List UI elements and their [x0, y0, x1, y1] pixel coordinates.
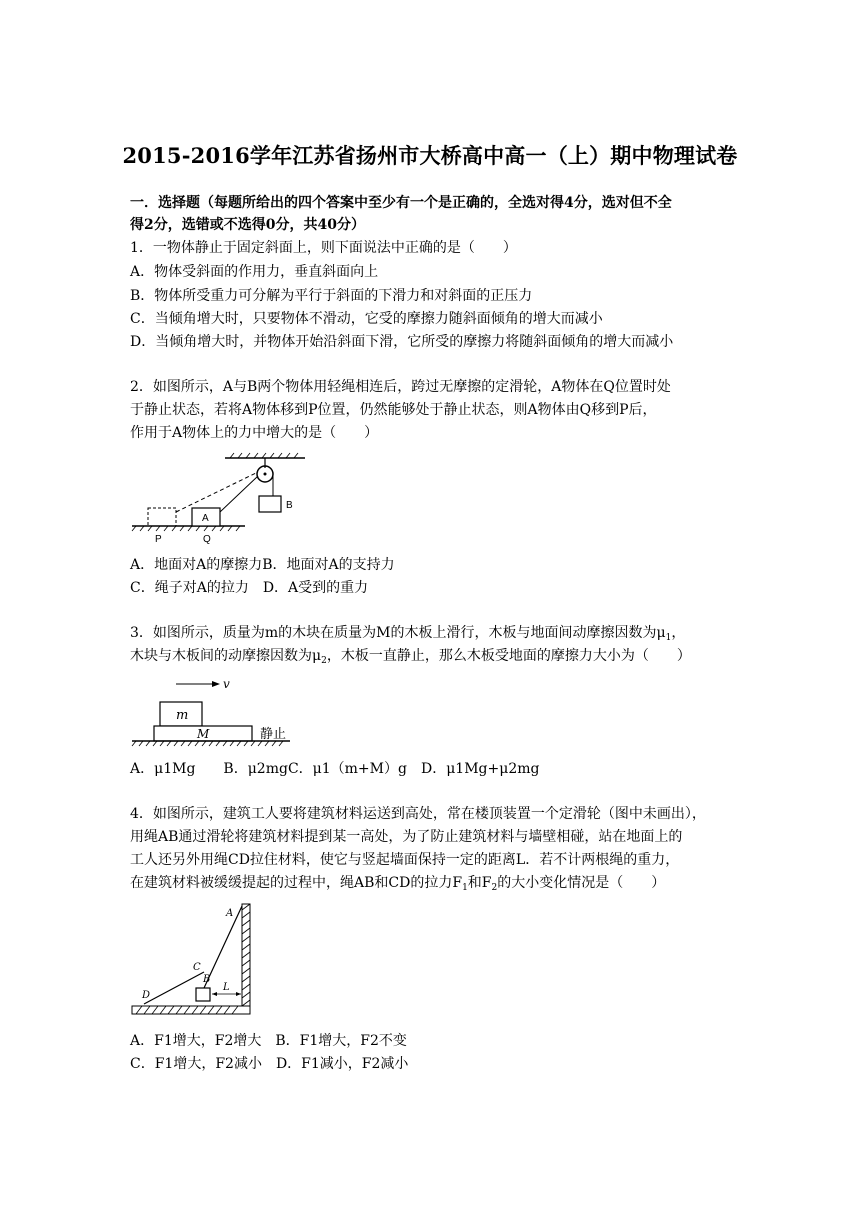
q4-stem-line4 — [130, 872, 730, 894]
q1-option-d: D．当倾角增大时，并物体开始沿斜面下滑，它所受的摩擦力将随斜面倾角的增大而减小 — [130, 334, 674, 350]
q4-stem-line1: 4．如图所示，建筑工人要将建筑材料运送到高处，常在楼顶装置一个定滑轮（图中未画出）， — [130, 806, 706, 822]
q4-stem-line3: 工人还另外用绳CD拉住材料，使它与竖起墙面保持一定的距离L．若不计两根绳的重力， — [130, 852, 680, 868]
label-c: C — [193, 962, 201, 973]
q2-options-ab: A．地面对A的摩擦力B．地面对A的支持力 — [130, 557, 395, 573]
q1-option-c: C．当倾角增大时，只要物体不滑动，它受的摩擦力随斜面倾角的增大而减小 — [130, 311, 603, 327]
q3-block-figure — [130, 675, 300, 750]
q1-stem: 1．一物体静止于固定斜面上，则下面说法中正确的是（ ） — [130, 240, 517, 256]
q4-options-ab: A．F1增大，F2增大 B．F1增大，F2不变 — [130, 1033, 407, 1049]
q2-stem-line2: 于静止状态，若将A物体移到P位置，仍然能够处于静止状态，则A物体由Q移到P后， — [130, 402, 657, 418]
q3-stem-line1 — [130, 622, 730, 644]
q3-stem-line2 — [130, 645, 730, 667]
label-d: D — [142, 990, 151, 1001]
label-v: v — [223, 677, 230, 691]
q3-stem-line2-b: ，木板一直静止，那么木板受地面的摩擦力大小为（ ） — [326, 648, 691, 664]
q4-stem-line4-b: 和F — [467, 875, 492, 891]
label-p: P — [155, 534, 162, 545]
q3-stem-line1-text: 3．如图所示，质量为m的木块在质量为M的木板上滑行，木板与地面间动摩擦因数为μ — [130, 625, 666, 641]
q4-stem-line4-c: 的大小变化情况是（ ） — [497, 875, 666, 891]
label-a: A — [226, 908, 234, 919]
q2-stem-line3: 作用于A物体上的力中增大的是（ ） — [130, 425, 379, 441]
label-still: 静止 — [260, 727, 287, 742]
page-title: 2015-2016学年江苏省扬州市大桥高中高一（上）期中物理试卷 — [122, 143, 738, 168]
q4-options-cd: C．F1增大，F2减小 D．F1减小，F2减小 — [130, 1056, 409, 1072]
q4-wall-figure — [130, 902, 255, 1022]
q3-stem-line2-a: 木块与木板间的动摩擦因数为μ — [130, 648, 322, 664]
label-a: A — [202, 513, 209, 524]
section-heading-line1: 一．选择题（每题所给出的四个答案中至少有一个是正确的，全选对得4分，选对但不全 — [130, 195, 672, 211]
q3-stem-line1-end: ， — [671, 625, 686, 641]
label-M: M — [197, 727, 210, 741]
q3-mu2-sub: 2 — [321, 656, 327, 666]
material-block — [196, 988, 210, 1001]
q3-mu1-sub: 1 — [665, 633, 672, 643]
block-a-dashed — [148, 508, 176, 526]
label-q: Q — [203, 534, 211, 545]
q2-options-cd: C．绳子对A的拉力 D．A受到的重力 — [130, 580, 369, 596]
q4-stem-line4-a: 在建筑材料被缓缓提起的过程中，绳AB和CD的拉力F — [130, 875, 463, 891]
label-b: B — [203, 974, 211, 985]
q4-f2-sub: 2 — [491, 883, 498, 893]
q4-f1-sub: 1 — [462, 883, 468, 893]
label-b: B — [286, 500, 293, 511]
q4-stem-line2: 用绳AB通过滑轮将建筑材料提到某一高处，为了防止建筑材料与墙壁相碰，站在地面上的 — [130, 829, 683, 845]
block-b — [259, 496, 281, 512]
q1-option-a: A．物体受斜面的作用力，垂直斜面向上 — [130, 264, 379, 280]
label-m: m — [176, 708, 189, 723]
q2-stem-line1: 2．如图所示，A与B两个物体用轻绳相连后，跨过无摩擦的定滑轮，A物体在Q位置时处 — [130, 379, 671, 395]
section-heading-line2: 得2分，选错或不选得0分，共40分） — [130, 217, 365, 233]
q1-option-b: B．物体所受重力可分解为平行于斜面的下滑力和对斜面的正压力 — [130, 288, 533, 304]
q2-pulley-figure — [130, 450, 310, 545]
q3-options: A．μ1Mg B．μ2mgC．μ1（m+M）g D．μ1Mg+μ2mg — [130, 761, 540, 777]
label-l: L — [223, 982, 230, 993]
